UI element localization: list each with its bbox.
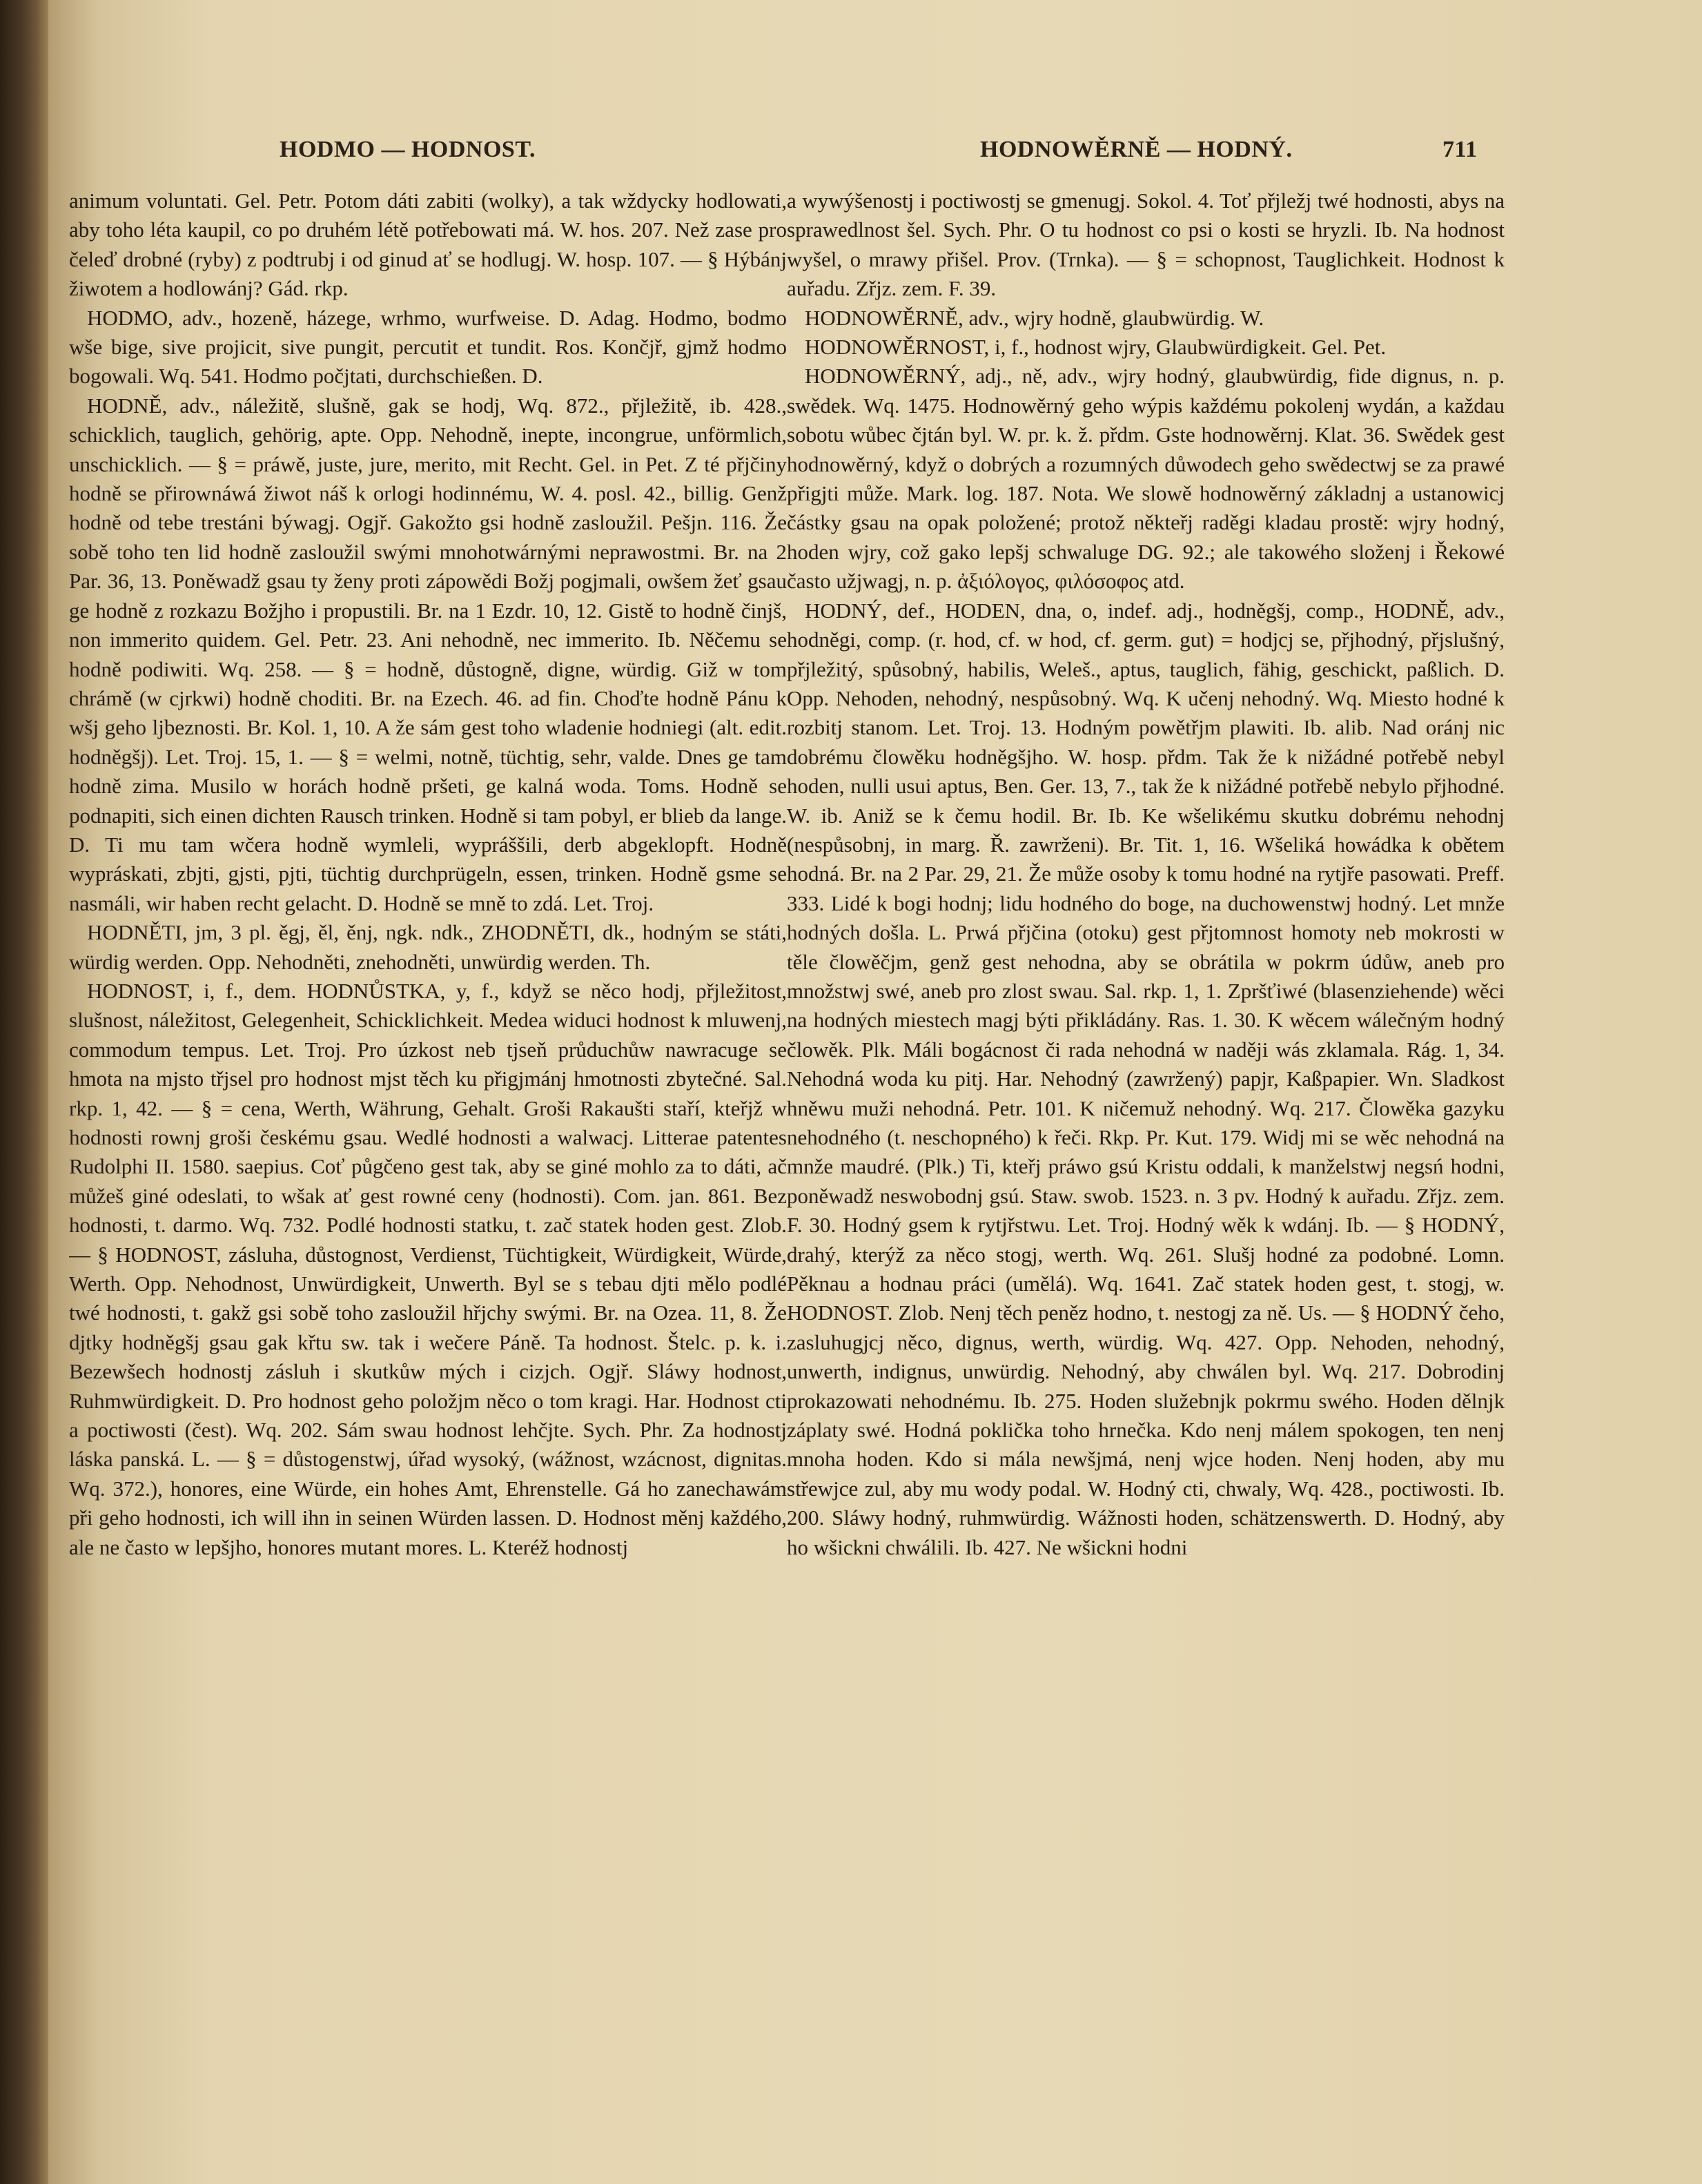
entry-hodnowerny: HODNOWĚRNÝ, adj., ně, adv., wjry hodný, glaubwürdig, fide dignus, n. p. swědek. Wq. 1475. Hodnowěrný geho wýpis každému pokolenj wydán, a každau sobotu wůbec čjtán byl. W. pr. k. ž. přdm. Gste hodnowěrnj. Klat. 36. Swědek gest hodnowěrný, když o dobrých a rozumných důwodech geho swědectwj se za prawé přigjti může. Mark. log. 187. Nota. We slowě hodnowěrný základnj a ustanowicj částky gsau na opak položené; protož někteřj raděgi kladau prostě: wjry hodný, hoden wjry, což gako lepšj schwaluge DG. 92.; ale takowého složenj i Řekowé často užjwagj, n. p. ἀξιόλογος, φιλόσοφος atd.	[787, 364, 1505, 594]
entry-paragraph: animum voluntati. Gel. Petr. Potom dáti zabiti (wolky), a tak wždycky hodlowati, aby toho léta kaupil, co po druhém létě potřebowati má. W. hos. 207. Než zase pro čeleď drobné (ryby) z podtrubj i od ginud ať se hodlugj. W. hosp. 107. — § Hýbánj žiwotem a hodlowánj? Gád. rkp.	[69, 188, 787, 301]
page-number: 711	[1442, 137, 1478, 162]
entry-hodnost: HODNOST, i, f., dem. HODNŮSTKA, y, f., když se něco hodj, přjležitost, slušnost, náležitost, Gelegenheit, Schicklichkeit. Medea widuci hodnost k mluwenj, commodum tempus. Let. Troj. Pro úzkost neb tjseň průduchůw nawracuge se hmota na mjsto třjsel pro hodnost mjst těch ku přigjmánj hmotnosti zbytečné. Sal. rkp. 1, 42. — § = cena, Werth, Währung, Gehalt. Groši Rakaušti staří, kteřjž w hodnosti rownj groši českému gsau. Wedlé hodnosti a walwacj. Litterae patentes Rudolphi II. 1580. saepius. Coť půgčeno gest tak, aby se giné mohlo za to dáti, ač můžeš giné odeslati, to wšak ať gest rowné ceny (hodnosti). Com. jan. 861. Bez hodnosti, t. darmo. Wq. 732. Podlé hodnosti statku, t. zač statek hoden gest. Zlob. — § HODNOST, zásluha, důstognost, Verdienst, Tüchtigkeit, Würdigkeit, Würde, Werth. Opp. Nehodnost, Unwürdigkeit, Unwerth. Byl se s tebau djti mělo podlé twé hodnosti, t. gakž gsi sobě toho zasloužil hřjchy swými. Br. na Ozea. 11, 8. Že djtky hodněgšj gsau gak křtu sw. tak i wečere Páně. Ta hodnost. Štelc. p. k. i. Bezewšech hodnostj zásluh i skutkůw mých i cizjch. Ogjř. Sláwy hodnost, Ruhmwürdigkeit. D. Pro hodnost geho položjm něco o tom kragi. Har. Hodnost cti a poctiwosti (čest). Wq. 202. Sám swau hodnost lehčjte. Sych. Phr. Za hodnostj láska panská. L. — § = důstogenstwj, úřad wysoký, (wážnost, wzácnost, dignitas. Wq. 372.), honores, eine Würde, ein hohes Amt, Ehrenstelle. Gá ho zanechawám při geho hodnosti, ich will ihn in seinen Würden lassen. D. Hodnost měnj každého, ale ne často w lepšjho, honores mutant mores. L. Kteréž hodnostj	[69, 978, 787, 1559]
dictionary-page	[48, 0, 1702, 2184]
entry-hodmo: HODMO, adv., hozeně, házege, wrhmo, wurfweise. D. Adag. Hodmo, bodmo wše bige, sive projicit, sive pungit, percutit et tundit. Ros. Končjř, gjmž hodmo bogowali. Wq. 541. Hodmo počjtati, durchschießen. D.	[69, 305, 787, 389]
right-column	[787, 186, 1505, 2161]
entry-hodny: HODNÝ, def., HODEN, dna, o, indef. adj., hodněgšj, comp., HODNĚ, adv., hodněgi, comp. (r. hod, cf. w hod, cf. germ. gut) = hodjcj se, přjhodný, přjslušný, přjležitý, spůsobný, habilis, Weleš., aptus, tauglich, fähig, geschickt, paßlich. D. Opp. Nehoden, nehodný, nespůsobný. Wq. K učenj nehodný. Wq. Miesto hodné k rozbitj stanom. Let. Troj. 13. Hodným powětřjm plawiti. Ib. alib. Nad oránj nic dobrému člowěku hodněgšjho. W. hosp. přdm. Tak že k nižádné potřebě nebyl hoden, nulli usui aptus, Ben. Ger. 13, 7., tak že k nižádné potřebě nebylo přjhodné. W. ib. Aniž se k čemu hodil. Br. Ib. Ke wšelikému skutku dobrému nehodnj (nespůsobnj, in marg. Ř. zawrženi). Br. Tit. 1, 16. Wšeliká howádka k obětem hodná. Br. na 2 Par. 29, 21. Že může osoby k tomu hodné na rytjře pasowati. Preff. 333. Lidé k bogi hodnj; lidu hodného do boge, na duchowenstwj hodný. Let mnže hodných došla. L. Prwá přjčina (otoku) gest přjtomnost homoty neb mokrosti w těle člowěčjm, genž gest nehodna, aby se obrátila w pokrm údůw, aneb pro množstwj swé, aneb pro zlost swau. Sal. rkp. 1, 1. Zpršťiwé (blasenziehende) wěci na hodných miestech magj býti přikládány. Ras. 1. 30. K wěcem wálečným hodný člowěk. Plk. Máli bogácnost či rada nehodná w naději wás zklamala. Rág. 1, 34. Nehodná woda ku pitj. Har. Nehodný (zawržený) papjr, Kaßpapier. Wn. Sladkost hněwu muži nehodná. Petr. 101. K ničemuž nehodný. Wq. 217. Člowěka gazyku nehodného (t. neschopného) k řeči. Rkp. Pr. Kut. 179. Widj mi se wěc nehodná na mnže maudré. (Plk.) Ti, kteřj práwo gsú Kristu oddali, k manželstwj negsń hodni, poněwadž neswobodnj gsú. Staw. swob. 1523. n. 3 pv. Hodný k auřadu. Zřjz. zem. F. 30. Hodný gsem k rytjřstwu. Let. Troj. Hodný wěk k wdánj. Ib. — § HODNÝ, drahý, kterýž za něco stogj, werth. Wq. 261. Slušj hodné za podobné. Lomn. Pěknau a hodnau práci (umělá). Wq. 1641. Zač statek hoden gest, t. stogj, w. HODNOST. Zlob. Nenj těch peněz hodno, t. nestogj za ně. Us. — § HODNÝ čeho, zasluhugjcj něco, dignus, werth, würdig. Wq. 427. Opp. Nehoden, nehodný, unwerth, indignus, unwürdig. Nehodný, aby chwálen byl. Wq. 217. Dobrodinj prokazowati nehodnému. Ib. 275. Hoden služebnjk pokrmu swého. Hoden dělnjk záplaty swé. Hodná poklička toho hrnečka. Kdo nenj málem spokogen, ten nenj mnoha hoden. Kdo si mála newšjmá, nenj wjce hoden. Nenj hoden, aby mu střewjce zul, aby mu wody podal. W. Hodný cti, chwaly, Wq. 428., poctiwosti. Ib. 200. Sláwy hodný, ruhmwürdig. Wážnosti hoden, schätzenswerth. D. Hodný, aby ho wšickni chwálili. Ib. 427. Ne wšickni hodni	[787, 598, 1505, 1559]
header-right-title: HODNOWĚRNĚ — HODNÝ.	[980, 137, 1293, 162]
entry-hodnowerne: HODNOWĚRNĚ, adv., wjry hodně, glaubwürdig. W.	[805, 305, 1264, 330]
book-spine	[0, 0, 48, 2184]
entry-paragraph: a wywýšenostj i poctiwostj se gmenugj. Sokol. 4. Toť přjležj twé hodnosti, abys na sprawedlnost šel. Sych. Phr. O tu hodnost co psi o kosti se hryzli. Ib. Na hodnost wyšel, o mrawy přišel. Prov. (Trnka). — § = schopnost, Tauglichkeit. Hodnost k auřadu. Zřjz. zem. F. 39.	[787, 188, 1505, 301]
header-left-title: HODMO — HODNOST.	[280, 137, 536, 162]
running-header	[48, 137, 1702, 171]
left-column	[69, 186, 787, 2161]
entry-hodneti: HODNĚTI, jm, 3 pl. ěgj, ěl, ěnj, ngk. ndk., ZHODNĚTI, dk., hodným se státi, würdig werden. Opp. Nehodněti, znehodněti, unwürdig werden. Th.	[69, 920, 787, 974]
entry-hodne: HODNĚ, adv., náležitě, slušně, gak se hodj, Wq. 872., přjležitě, ib. 428., schicklich, tauglich, gehörig, apte. Opp. Nehodně, inepte, incongrue, unförmlich, unschicklich. — § = práwě, juste, jure, merito, mit Recht. Gel. in Pet. Z té přjčiny hodně se přirownáwá žiwot náš k orlogi hodinnému, W. 4. posl. 42., billig. Genž hodně od tebe trestáni býwagj. Ogjř. Gakožto gsi hodně zasloužil. Pešjn. 116. Že sobě toho ten lid hodně zasloužil swými mnohotwárnými neprawostmi. Br. na 2 Par. 36, 13. Poněwadž gsau ty ženy proti zápowědi Božj pogjmali, owšem žeť gsau ge hodně z rozkazu Božjho i propustili. Br. na 1 Ezdr. 10, 12. Gistě to hodně činjš, non immerito quidem. Gel. Petr. 23. Ani nehodně, nec immerito. Ib. Něčemu se hodně podiwiti. Wq. 258. — § = hodně, důstogně, digne, würdig. Giž w tom chrámě (w cjrkwi) hodně choditi. Br. na Ezech. 46. ad fin. Choďte hodně Pánu k wšj geho ljbeznosti. Br. Kol. 1, 10. A že sám gest toho wladenie hodniegi (alt. edit. hodněgšj). Let. Troj. 15, 1. — § = welmi, notně, tüchtig, sehr, valde. Dnes ge tam hodně zima. Musilo w horách hodně pršeti, ge kalná woda. Toms. Hodně se podnapiti, sich einen dichten Rausch trinken. Hodně si tam pobyl, er blieb da lange. D. Ti mu tam wčera hodně wymleli, wypráššili, derb abgeklopft. Hodně wypráskati, zbjti, gjsti, pjti, tüchtig durchprügeln, essen, trinken. Hodně gsme se nasmáli, wir haben recht gelacht. D. Hodně se mně to zdá. Let. Troj.	[69, 393, 787, 915]
entry-hodnowernost: HODNOWĚRNOST, i, f., hodnost wjry, Glaubwürdigkeit. Gel. Pet.	[805, 335, 1387, 360]
